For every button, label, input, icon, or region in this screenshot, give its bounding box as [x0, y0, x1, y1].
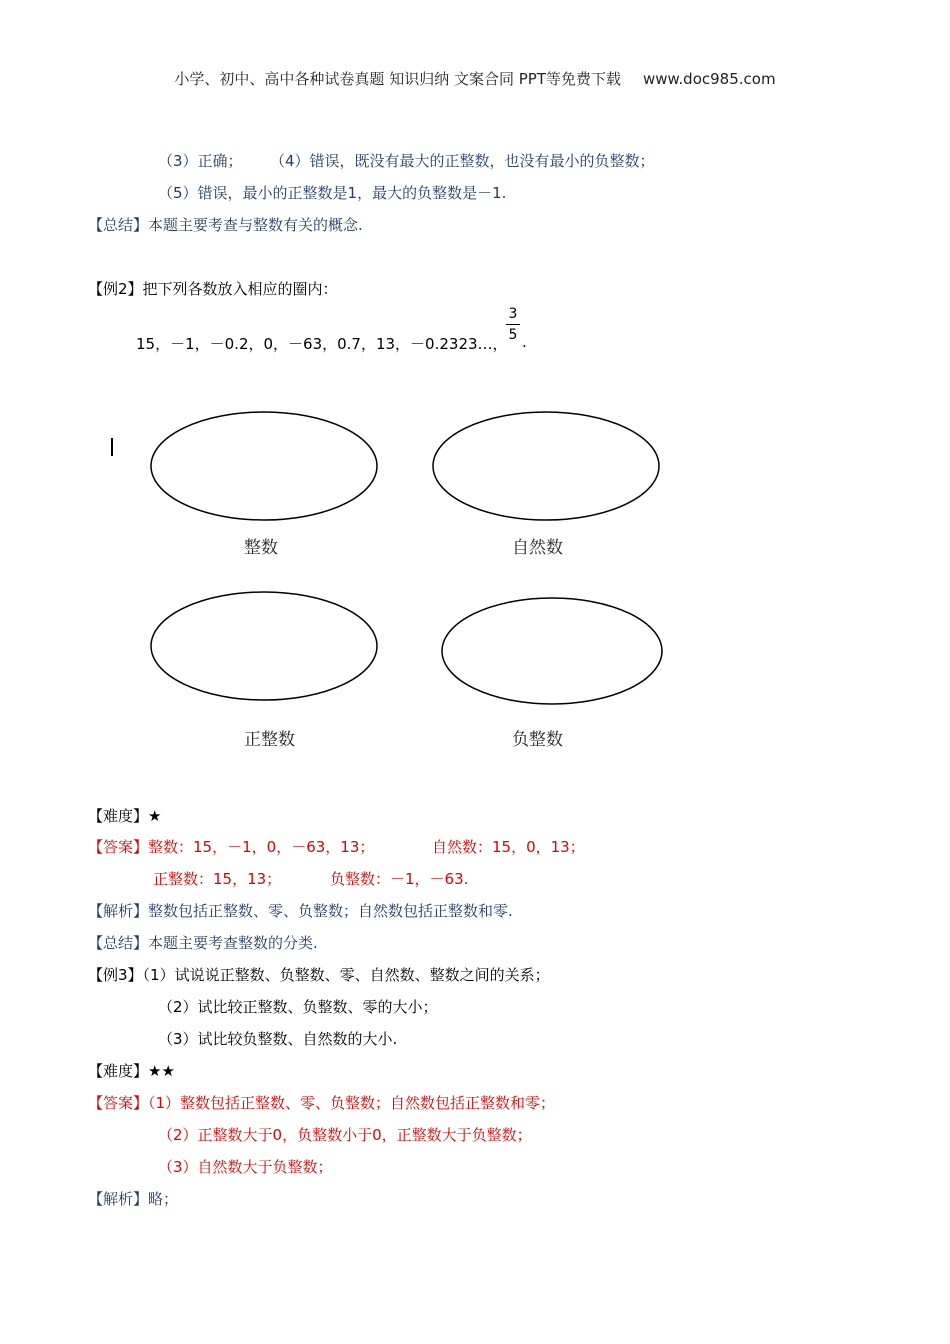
ex3-question-1: （1）试说说正整数、负整数、零、自然数、整数之间的关系； [142, 966, 550, 984]
fraction-numerator: 3 [508, 306, 518, 322]
summary-tag: 【总结】 [88, 216, 149, 234]
ex3-answer-1 [88, 1092, 555, 1113]
difficulty-tag: 【难度】 [88, 1062, 149, 1080]
circle-positive-integers[interactable] [151, 592, 377, 700]
ex3-answer-3: （3）自然数大于负整数； [158, 1158, 333, 1176]
ex3-tag: 【例3】 [88, 966, 143, 984]
answer-tag: 【答案】 [88, 838, 149, 856]
header-text: 小学、初中、高中各种试卷真题 知识归纳 文案合同 PPT等免费下载 [174, 70, 621, 88]
ex2-tag: 【例2】 [88, 280, 143, 298]
ex2-numbers: 15，－1，－0.2，0，－63，0.7，13，－0.2323…， [136, 335, 508, 353]
fraction-denominator: 5 [508, 327, 518, 343]
label-positive-integers: 正整数 [244, 730, 295, 750]
difficulty-stars: ★★ [148, 1062, 175, 1080]
ex2-answer-line1 [88, 836, 374, 857]
ex2-summary [88, 932, 318, 953]
ex2-answer-negative: 负整数：－1，－63. [330, 870, 469, 888]
ex3-difficulty [88, 1060, 175, 1081]
ex2-analysis [88, 900, 513, 921]
summary-tag: 【总结】 [88, 934, 149, 952]
label-natural-numbers: 自然数 [512, 538, 563, 558]
ex2-question-text: 把下列各数放入相应的圈内： [142, 280, 338, 298]
ex3-question-2: （2）试比较正整数、负整数、零的大小； [158, 998, 438, 1016]
ex3-q1 [88, 964, 550, 985]
circle-negative-integers[interactable] [442, 598, 662, 704]
label-integers: 整数 [244, 538, 278, 558]
summary-text: 本题主要考查整数的分类. [148, 934, 318, 952]
analysis-text: 略； [148, 1190, 179, 1208]
ex1-line1a: （3）正确； [158, 152, 243, 170]
answer-text-1: （1）整数包括正整数、零、负整数；自然数包括正整数和零； [148, 1094, 556, 1112]
ex1-line1b: （4）错误，既没有最大的正整数，也没有最小的负整数； [270, 152, 655, 170]
circle-natural-numbers[interactable] [433, 412, 659, 520]
answer-integers: 整数：15，－1，0，－63，13； [148, 838, 375, 856]
label-negative-integers: 负整数 [512, 730, 563, 750]
ex2-end-mark: . [522, 333, 527, 351]
difficulty-tag: 【难度】 [88, 807, 149, 825]
analysis-text: 整数包括正整数、零、负整数；自然数包括正整数和零. [148, 902, 513, 920]
ex2-answer-positive: 正整数：15，13； [153, 870, 282, 888]
ex1-line2: （5）错误，最小的正整数是1，最大的负整数是－1. [158, 184, 507, 202]
ex2-answer-natural: 自然数：15，0，13； [432, 838, 585, 856]
ex3-analysis [88, 1188, 178, 1209]
circle-integers[interactable] [151, 412, 377, 520]
header-url[interactable]: www.doc985.com [642, 70, 776, 88]
summary-text: 本题主要考查与整数有关的概念. [148, 216, 363, 234]
analysis-tag: 【解析】 [88, 902, 149, 920]
answer-tag: 【答案】 [88, 1094, 149, 1112]
analysis-tag: 【解析】 [88, 1190, 149, 1208]
difficulty-stars: ★ [148, 807, 162, 825]
ex3-question-3: （3）试比较负整数、自然数的大小. [158, 1030, 398, 1048]
ex2-difficulty [88, 805, 161, 826]
ex3-answer-2: （2）正整数大于0，负整数小于0，正整数大于负整数； [158, 1126, 532, 1144]
